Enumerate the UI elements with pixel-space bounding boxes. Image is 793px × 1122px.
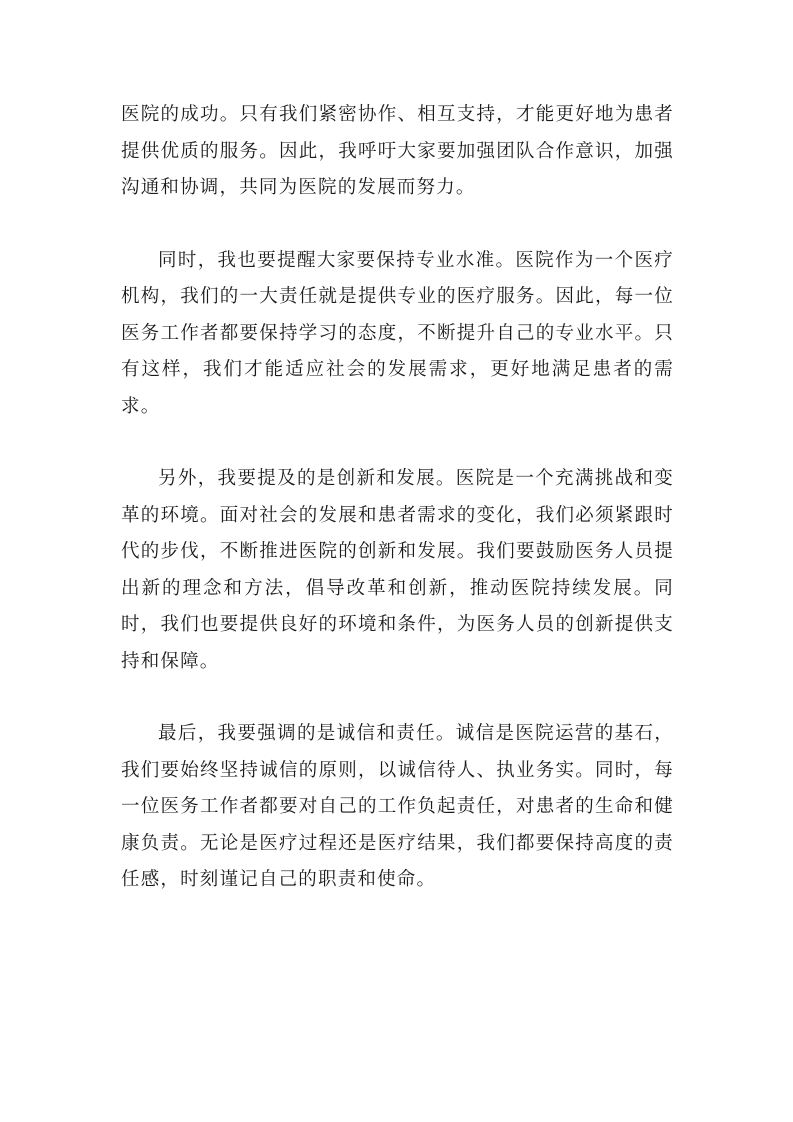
paragraph-teamwork-continued: 医院的成功。只有我们紧密协作、相互支持，才能更好地为患者提供优质的服务。因此，我呼吁大家要加强团队合作意识，加强沟通和协调，共同为医院的发展而努力。 <box>121 104 674 198</box>
document-body <box>121 97 674 935</box>
paragraph-integrity-responsibility: 最后，我要强调的是诚信和责任。诚信是医院运营的基石，我们要始终坚持诚信的原则，以诚信待人、执业务实。同时，每一位医务工作者都要对自己的工作负起责任，对患者的生命和健康负责。无论是医疗过程还是医疗结果，我们都要保持高度的责任感，时刻谨记自己的职责和使命。 <box>121 723 674 890</box>
paragraph-innovation-development: 另外，我要提及的是创新和发展。医院是一个充满挑战和变革的环境。面对社会的发展和患者需求的变化，我们必须紧跟时代的步伐，不断推进医院的创新和发展。我们要鼓励医务人员提出新的理念和方法，倡导改革和创新，推动医院持续发展。同时，我们也要提供良好的环境和条件，为医务人员的创新提供支持和保障。 <box>121 468 674 672</box>
paragraph-professional-standards: 同时，我也要提醒大家要保持专业水准。医院作为一个医疗机构，我们的一大责任就是提供专业的医疗服务。因此，每一位医务工作者都要保持学习的态度，不断提升自己的专业水平。只有这样，我们才能适应社会的发展需求，更好地满足患者的需求。 <box>121 249 674 417</box>
